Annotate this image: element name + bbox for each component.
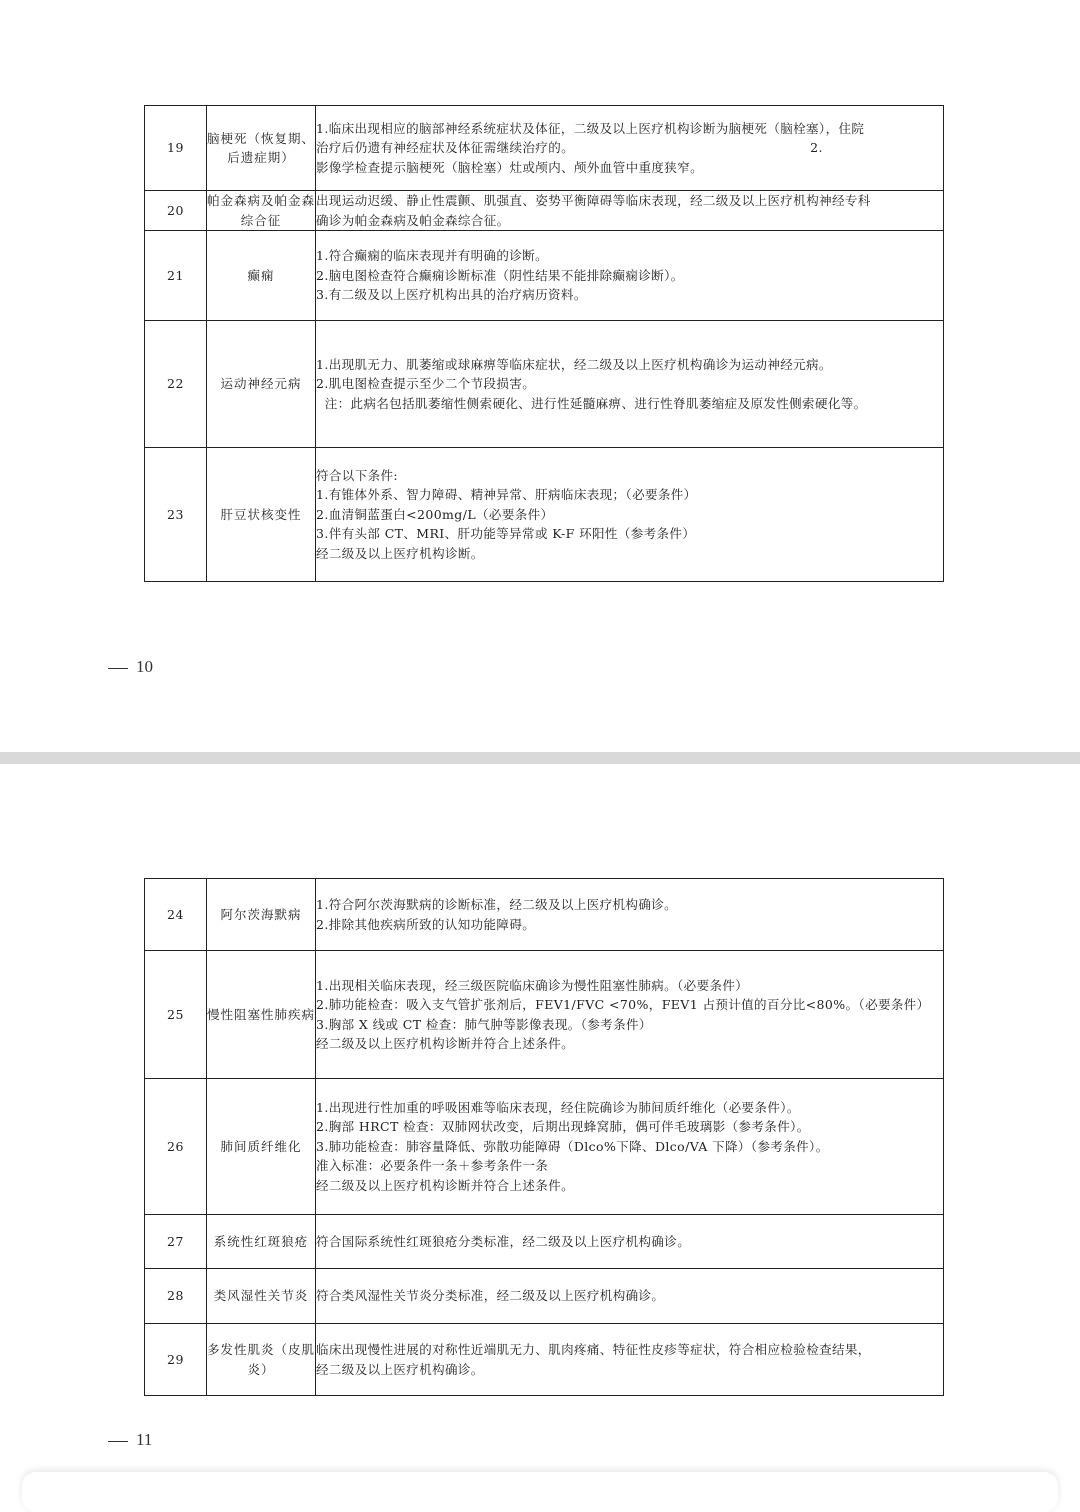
criteria-description [316,191,944,231]
page-number-dash [108,1441,128,1442]
page-separator [0,752,1080,764]
page-number-dash [108,668,128,669]
criteria-line: 3.伴有头部 CT、MRI、肝功能等异常或 K-F 环阳性（参考条件） [316,526,696,542]
page-number-text: 11 [136,1430,153,1449]
criteria-description [316,1215,944,1269]
row-number: 27 [145,1215,207,1269]
disease-name: 肺间质纤维化 [207,1079,316,1215]
criteria-line: 经二级及以上医疗机构确诊。 [316,1361,484,1377]
criteria-line: 符合国际系统性红斑狼疮分类标准，经二级及以上医疗机构确诊。 [316,1233,691,1249]
disease-name: 阿尔茨海默病 [207,879,316,951]
criteria-line: 1.出现相关临床表现，经三级医院临床确诊为慢性阻塞性肺病。（必要条件） [316,977,749,993]
criteria-line: 1.符合阿尔茨海默病的诊断标准，经二级及以上医疗机构确诊。 [316,897,678,912]
criteria-line: 2.排除其他疾病所致的认知功能障碍。 [316,916,536,932]
criteria-line: 3.胸部 X 线或 CT 检查：肺气肿等影像表现。（参考条件） [316,1016,652,1032]
criteria-line: 1.临床出现相应的脑部神经系统症状及体征，二级及以上医疗机构诊断为脑梗死（脑栓塞），住院 [316,120,865,136]
criteria-line: 1.出现肌无力、肌萎缩或球麻痹等临床症状，经二级及以上医疗机构确诊为运动神经元病。 [316,356,832,372]
criteria-line: 符合以下条件: [316,467,399,483]
row-number: 28 [145,1269,207,1324]
row-number: 29 [145,1324,207,1396]
table-row [145,1215,944,1269]
criteria-line: 准入标准：必要条件一条＋参考条件一条 [316,1158,549,1174]
disease-name: 多发性肌炎（皮肌炎） [207,1324,316,1396]
row-number: 23 [145,448,207,582]
table-row [145,1079,944,1215]
disease-criteria-table [144,878,944,1396]
page-number [108,657,153,677]
table-row [145,951,944,1079]
table-row [145,321,944,448]
row-number: 22 [145,321,207,448]
criteria-line: 确诊为帕金森病及帕金森综合征。 [316,212,510,228]
table-row [145,191,944,231]
bottom-sheet-edge [22,1472,1058,1512]
criteria-line: 2.脑电图检查符合癫痫诊断标准（阴性结果不能排除癫痫诊断）。 [316,267,684,283]
table-row [145,106,944,191]
disease-name: 类风湿性关节炎 [207,1269,316,1324]
criteria-description [316,879,944,951]
criteria-description [316,448,944,582]
row-number: 25 [145,951,207,1079]
criteria-line: 2.胸部 HRCT 检查：双肺网状改变，后期出现蜂窝肺，偶可伴毛玻璃影（参考条件）。 [316,1119,810,1135]
row-number: 19 [145,106,207,191]
criteria-line: 1.符合癫痫的临床表现并有明确的诊断。 [316,248,549,264]
criteria-description [316,321,944,448]
page-number [108,1430,152,1450]
disease-criteria-table [144,105,944,582]
document-page-11 [0,764,1080,1500]
table-row [145,231,944,321]
criteria-description [316,1269,944,1324]
table-row [145,1324,944,1396]
row-number: 21 [145,231,207,321]
criteria-line: 3.肺功能检查：肺容量降低、弥散功能障碍（Dlco%下降、Dlco/VA 下降）（参考条件）。 [316,1138,829,1154]
criteria-line: 符合类风湿性关节炎分类标准，经二级及以上医疗机构确诊。 [316,1288,665,1304]
criteria-line: 经二级及以上医疗机构诊断并符合上述条件。 [316,1177,575,1193]
table-row [145,1269,944,1324]
disease-name: 运动神经元病 [207,321,316,448]
criteria-line: 3.有二级及以上医疗机构出具的治疗病历资料。 [316,287,587,303]
criteria-description [316,1324,944,1396]
criteria-line: 临床出现慢性进展的对称性近端肌无力、肌肉疼痛、特征性皮疹等症状，符合相应检验检查结果， [316,1342,871,1357]
disease-name: 肝豆状核变性 [207,448,316,582]
disease-name: 帕金森病及帕金森综合征 [207,191,316,231]
criteria-line: 2.肌电图检查提示至少二个节段损害。 [316,376,536,392]
disease-name: 系统性红斑狼疮 [207,1215,316,1269]
row-number: 24 [145,879,207,951]
criteria-description [316,106,944,191]
table-row [145,879,944,951]
criteria-line: 出现运动迟缓、静止性震颤、肌强直、姿势平衡障碍等临床表现，经二级及以上医疗机构神经专科 [316,193,871,208]
criteria-line: 2.血清铜蓝蛋白<200mg/L（必要条件） [316,506,554,522]
criteria-line: 治疗后仍遗有神经症状及体征需继续治疗的。 2. [316,140,823,156]
criteria-line: 经二级及以上医疗机构诊断并符合上述条件。 [316,1036,575,1051]
criteria-line: 1.有锥体外系、智力障碍、精神异常、肝病临床表现；（必要条件） [316,487,697,503]
criteria-line: 注：此病名包括肌萎缩性侧索硬化、进行性延髓麻痹、进行性脊肌萎缩症及原发性侧索硬化等。 [316,395,867,411]
disease-name: 癫痫 [207,231,316,321]
row-number: 20 [145,191,207,231]
document-page-10 [0,0,1080,752]
criteria-description [316,951,944,1079]
criteria-description [316,1079,944,1215]
criteria-line: 经二级及以上医疗机构诊断。 [316,545,484,561]
criteria-line: 2.肺功能检查：吸入支气管扩张剂后，FEV1/FVC <70%，FEV1 占预计值的百分比<80%。（必要条件） [316,997,930,1012]
criteria-line: 1.出现进行性加重的呼吸困难等临床表现，经住院确诊为肺间质纤维化（必要条件）。 [316,1099,800,1115]
table-row [145,448,944,582]
disease-name: 脑梗死（恢复期、后遗症期） [207,106,316,191]
criteria-description [316,231,944,321]
disease-name: 慢性阻塞性肺疾病 [207,951,316,1079]
row-number: 26 [145,1079,207,1215]
criteria-line: 影像学检查提示脑梗死（脑栓塞）灶或颅内、颅外血管中重度狭窄。 [316,159,704,175]
page-number-text: 10 [136,657,153,676]
